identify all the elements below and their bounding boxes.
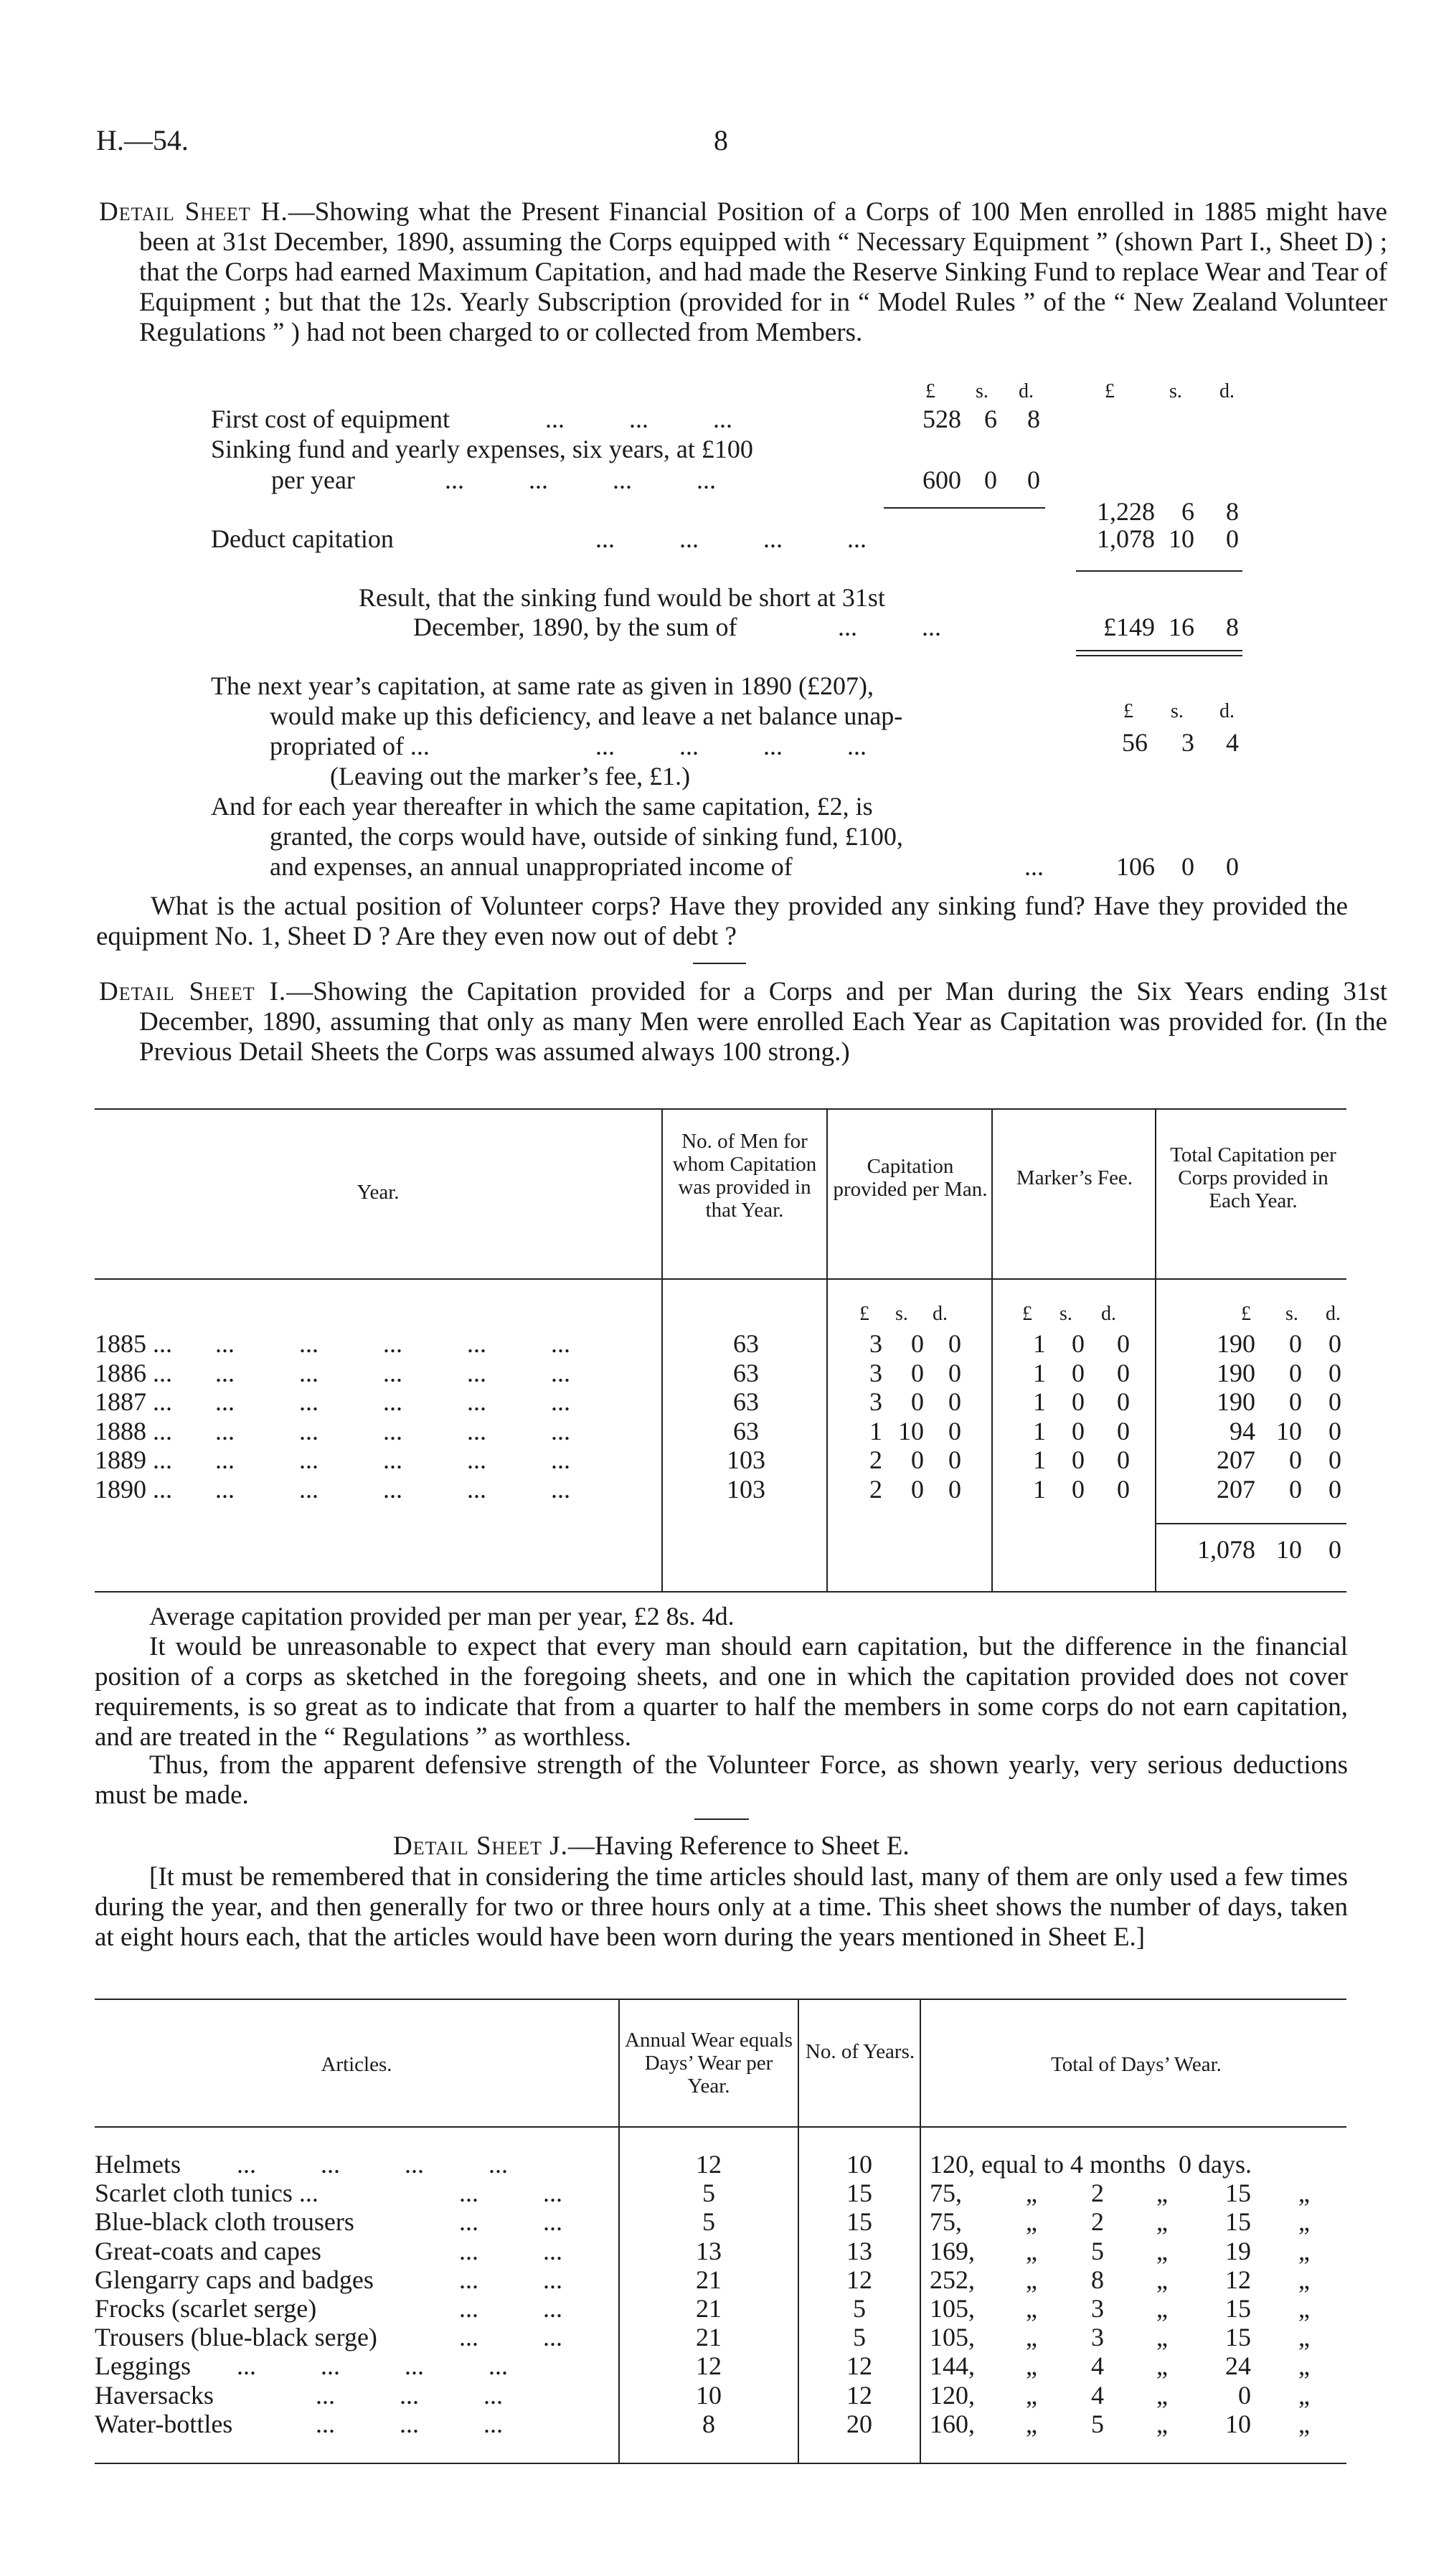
leader-dots: ... ...: [459, 2237, 562, 2265]
table-i-divider-1: [661, 1108, 663, 1591]
article-name: Glengarry caps and badges: [95, 2265, 374, 2294]
row-tot-d: 0: [1328, 1417, 1341, 1445]
row-cap-l: 3: [869, 1387, 882, 1416]
days-remainder: 19: [1225, 2237, 1251, 2265]
next-line4: (Leaving out the marker’s fee, £1.): [330, 762, 691, 791]
row-mk-s: 0: [1072, 1329, 1085, 1358]
ditto-mark: „: [1298, 2179, 1310, 2207]
total-days-first: 120, equal to 4 months 0 days.: [930, 2150, 1252, 2179]
total-days: 169,: [930, 2237, 975, 2265]
sinking-shillings: 0: [984, 466, 997, 494]
sheet-i-text: —Showing the Capitation provided for a Corps and per Man during the Six Years ending 31st December, 1890, assuming that only as many Men were enrolled Each Year as Capitation was provided for. (In the Previous Detail Sheets the Corps was assumed always 100 strong.): [139, 977, 1387, 1067]
sinking-line2: per year: [271, 466, 355, 494]
row-year: 1889 ...: [95, 1445, 172, 1474]
article-name: Frocks (scarlet serge): [95, 2294, 317, 2323]
ditto-mark: „: [1298, 2265, 1310, 2294]
table-j-divider-2: [798, 1999, 799, 2463]
row-year: 1886 ...: [95, 1359, 172, 1387]
annual-wear: 13: [696, 2237, 722, 2265]
row-tot-s: 0: [1289, 1329, 1302, 1358]
table-j-divider-1: [618, 1999, 620, 2463]
sheet-j-intro: [It must be remembered that in considering the time articles should last, many of them are only used a few times during the year, and then generally for two or three hours only at a time. This sheet shows the number of days, taken at eight hours each, that the articles would have been worn during the years mentioned in Sheet E.]: [95, 1862, 1348, 1952]
months: 3: [1091, 2323, 1104, 2351]
table-j-bottom-rule: [95, 2463, 1346, 2464]
sheet-i-intro: [99, 977, 1387, 1067]
row-year: 1890 ...: [95, 1475, 172, 1504]
row-cap-s: 0: [911, 1475, 924, 1504]
leader-dots: ... ... ... ... ...: [215, 1417, 570, 1445]
row-cap-d: 0: [948, 1329, 961, 1358]
row-tot-d: 0: [1328, 1475, 1341, 1504]
row-mk-l: 1: [1033, 1445, 1046, 1474]
article-name: Haversacks: [95, 2381, 214, 2410]
h-head-pound-1: £: [925, 380, 935, 402]
no-of-years: 15: [846, 2179, 872, 2207]
row-mk-s: 0: [1072, 1445, 1085, 1474]
each-pounds: 106: [1116, 852, 1155, 881]
col-total-header: Total Capitation per Corps provided in Each Year.: [1170, 1143, 1336, 1212]
ditto-mark: „: [1298, 2410, 1310, 2438]
days-remainder: 15: [1225, 2207, 1251, 2236]
row-tot-s: 0: [1289, 1445, 1302, 1474]
total-days: 75,: [930, 2207, 962, 2236]
months: 4: [1091, 2351, 1104, 2380]
article-name: Water-bottles: [95, 2410, 233, 2438]
row-men: 63: [733, 1359, 759, 1387]
cap-head-pound: £: [859, 1303, 869, 1325]
leader-dots: ... ...: [459, 2207, 562, 2236]
mk-head-pound: £: [1022, 1303, 1032, 1325]
next-line3: propriated of ...: [270, 732, 430, 760]
ditto-mark: „: [1298, 2381, 1310, 2410]
ditto-mark: „: [1026, 2207, 1037, 2236]
deduct-shillings: 10: [1169, 524, 1194, 553]
row-year: 1888 ...: [95, 1417, 172, 1445]
ditto-mark: „: [1298, 2351, 1310, 2380]
col-capitation-header: Capitation provided per Man.: [833, 1155, 988, 1201]
row-mk-l: 1: [1033, 1417, 1046, 1445]
months: 3: [1091, 2294, 1104, 2323]
row-cap-l: 3: [869, 1359, 882, 1387]
sinking-pounds: 600: [922, 466, 961, 494]
section-divider-1: [693, 963, 746, 964]
row-tot-l: 190: [1217, 1329, 1255, 1358]
row-cap-s: 0: [911, 1445, 924, 1474]
row-tot-s: 0: [1289, 1359, 1302, 1387]
mk-head-s: s.: [1059, 1303, 1072, 1325]
ditto-mark: „: [1298, 2323, 1310, 2351]
col-year-header: Year.: [357, 1181, 400, 1204]
annual-wear: 10: [696, 2381, 722, 2410]
row-tot-d: 0: [1328, 1445, 1341, 1474]
deduct-dots: ... ... ... ...: [595, 524, 867, 553]
annual-wear: 5: [702, 2179, 715, 2207]
next-head-s: s.: [1171, 700, 1184, 722]
row-men: 63: [733, 1329, 759, 1358]
sinking-dots: ... ... ... ...: [445, 466, 716, 494]
row-tot-s: 0: [1289, 1387, 1302, 1416]
h-head-s-2: s.: [1169, 380, 1182, 402]
total-days: 144,: [930, 2351, 975, 2380]
next-shillings: 3: [1181, 728, 1194, 757]
leader-dots: ... ... ... ... ...: [215, 1359, 570, 1387]
table-i-divider-4: [1155, 1108, 1156, 1591]
each-pence: 0: [1226, 852, 1239, 881]
article-name: Blue-black cloth trousers: [95, 2207, 354, 2236]
subtotal-shillings: 6: [1181, 497, 1194, 526]
row-mk-d: 0: [1117, 1475, 1130, 1504]
total-days: 105,: [930, 2294, 975, 2323]
row-cap-l: 3: [869, 1329, 882, 1358]
row-cap-s: 0: [911, 1359, 924, 1387]
h-head-d-2: d.: [1219, 380, 1235, 402]
days-remainder: 15: [1225, 2179, 1251, 2207]
row-mk-l: 1: [1033, 1359, 1046, 1387]
first-cost-label: First cost of equipment: [211, 405, 450, 433]
first-cost-shillings: 6: [984, 405, 997, 433]
row-cap-d: 0: [948, 1387, 961, 1416]
row-mk-l: 1: [1033, 1329, 1046, 1358]
days-remainder: 12: [1225, 2265, 1251, 2294]
deduct-label: Deduct capitation: [211, 524, 394, 553]
h-head-s-1: s.: [976, 380, 988, 402]
leader-dots: ... ...: [459, 2265, 562, 2294]
cap-head-s: s.: [895, 1303, 908, 1325]
sinking-pence: 0: [1027, 466, 1040, 494]
result-dots: ... ...: [838, 613, 941, 641]
table-j-top-rule: [95, 1999, 1346, 2000]
deduct-rule: [1076, 570, 1242, 572]
row-year: 1885 ...: [95, 1329, 172, 1358]
no-of-years: 10: [846, 2150, 872, 2179]
table-i-total-pence: 0: [1328, 1535, 1341, 1564]
ditto-mark: „: [1026, 2237, 1037, 2265]
row-mk-s: 0: [1072, 1359, 1085, 1387]
row-tot-l: 207: [1217, 1475, 1255, 1504]
row-cap-l: 2: [869, 1445, 882, 1474]
annual-wear: 5: [702, 2207, 715, 2236]
table-i-total-rule: [1156, 1523, 1346, 1524]
leader-dots: ... ... ... ... ...: [215, 1329, 570, 1358]
days-remainder: 24: [1225, 2351, 1251, 2380]
row-tot-d: 0: [1328, 1329, 1341, 1358]
row-mk-l: 1: [1033, 1475, 1046, 1504]
sheet-h-intro: [99, 197, 1387, 348]
next-pence: 4: [1226, 728, 1239, 757]
months: 4: [1091, 2381, 1104, 2410]
leader-dots: ... ... ...: [316, 2410, 503, 2438]
no-of-years: 5: [853, 2294, 866, 2323]
row-mk-d: 0: [1117, 1329, 1130, 1358]
page-ref: H.—54.: [96, 124, 189, 156]
row-mk-s: 0: [1072, 1417, 1085, 1445]
row-cap-s: 0: [911, 1329, 924, 1358]
each-line2: granted, the corps would have, outside of sinking fund, £100,: [270, 822, 903, 851]
table-i-head-rule: [95, 1278, 1346, 1280]
ditto-mark: „: [1156, 2207, 1168, 2236]
ditto-mark: „: [1026, 2351, 1037, 2380]
ditto-mark: „: [1156, 2179, 1168, 2207]
row-tot-l: 190: [1217, 1387, 1255, 1416]
row-cap-s: 0: [911, 1387, 924, 1416]
table-i-total-pounds: 1,078: [1197, 1535, 1255, 1564]
average-capitation: Average capitation provided per man per year, £2 8s. 4d.: [149, 1602, 735, 1631]
leader-dots: ... ...: [459, 2179, 562, 2207]
result-rule-1: [1076, 650, 1242, 651]
sheet-j-title-rest: —Having Reference to Sheet E.: [567, 1831, 910, 1861]
article-name: Trousers (blue-black serge): [95, 2323, 377, 2351]
each-shillings: 0: [1181, 852, 1194, 881]
col-years-header: No. of Years.: [805, 2040, 915, 2063]
row-cap-l: 2: [869, 1475, 882, 1504]
each-line1: And for each year thereafter in which the same capitation, £2, is: [211, 792, 873, 821]
row-cap-d: 0: [948, 1445, 961, 1474]
subtotal-pence: 8: [1226, 497, 1239, 526]
ditto-mark: „: [1156, 2351, 1168, 2380]
ditto-mark: „: [1026, 2381, 1037, 2410]
sheet-i-para2: Thus, from the apparent defensive strength of the Volunteer Force, as shown yearly, very serious deductions must be made.: [95, 1750, 1348, 1810]
annual-wear: 21: [696, 2323, 722, 2351]
leader-dots: ... ... ... ... ...: [215, 1475, 570, 1504]
result-rule-2: [1076, 655, 1242, 656]
deduct-pounds: 1,078: [1097, 524, 1155, 553]
row-cap-d: 0: [948, 1359, 961, 1387]
page-number: 8: [714, 124, 728, 156]
total-days: 120,: [930, 2381, 975, 2410]
row-cap-d: 0: [948, 1475, 961, 1504]
sheet-j-label: Detail Sheet J.: [393, 1831, 568, 1861]
total-days: 75,: [930, 2179, 962, 2207]
article-name: Helmets: [95, 2150, 181, 2179]
no-of-years: 12: [846, 2381, 872, 2410]
article-name: Great-coats and capes: [95, 2237, 321, 2265]
no-of-years: 12: [846, 2265, 872, 2294]
subtotal-pounds: 1,228: [1097, 497, 1155, 526]
sheet-h-text: —Showing what the Present Financial Position of a Corps of 100 Men enrolled in 1885 might have been at 31st December, 1890, assuming the Corps equipped with “ Necessary Equipment ” (shown Part I., Sheet D) ; that the Corps had earned Maximum Capitation, and had made the Reserve Sinking Fund to replace Wear and Tear of Equipment ; but that the 12s. Yearly Subscription (provided for in “ Model Rules ” of the “ New Zealand Volunteer Regulations ” ) had not been charged to or collected from Members.: [139, 197, 1387, 347]
row-men: 63: [733, 1417, 759, 1445]
row-year: 1887 ...: [95, 1387, 172, 1416]
leader-dots: ... ... ... ... ...: [215, 1445, 570, 1474]
table-i-total-shillings: 10: [1276, 1535, 1302, 1564]
article-name: Scarlet cloth tunics ...: [95, 2179, 318, 2207]
table-j-divider-3: [920, 1999, 921, 2463]
row-tot-s: 0: [1289, 1475, 1302, 1504]
sinking-line1: Sinking fund and yearly expenses, six years, at £100: [211, 435, 753, 463]
months: 2: [1091, 2179, 1104, 2207]
months: 2: [1091, 2207, 1104, 2236]
row-men: 63: [733, 1387, 759, 1416]
row-tot-l: 207: [1217, 1445, 1255, 1474]
ditto-mark: „: [1156, 2294, 1168, 2323]
annual-wear: 12: [696, 2150, 722, 2179]
ditto-mark: „: [1026, 2179, 1037, 2207]
leader-dots: ... ... ... ...: [237, 2351, 508, 2380]
table-i-divider-3: [991, 1108, 993, 1591]
table-j-head-rule: [95, 2126, 1346, 2128]
row-tot-d: 0: [1328, 1387, 1341, 1416]
row-mk-l: 1: [1033, 1387, 1046, 1416]
ditto-mark: „: [1298, 2237, 1310, 2265]
col-articles-header: Articles.: [321, 2053, 392, 2076]
row-men: 103: [727, 1475, 765, 1504]
sheet-h-question: What is the actual position of Volunteer corps? Have they provided any sinking fund? Have they provided the equipment No. 1, Sheet D ? Are they even now out of debt ?: [96, 892, 1348, 951]
total-days: 160,: [930, 2410, 975, 2438]
first-cost-pence: 8: [1027, 405, 1040, 433]
row-mk-d: 0: [1117, 1387, 1130, 1416]
annual-wear: 21: [696, 2294, 722, 2323]
ditto-mark: „: [1298, 2207, 1310, 2236]
row-cap-s: 10: [898, 1417, 924, 1445]
col-marker-header: Marker’s Fee.: [1016, 1166, 1133, 1189]
ditto-mark: „: [1298, 2294, 1310, 2323]
days-remainder: 0: [1238, 2381, 1251, 2410]
row-tot-l: 94: [1229, 1417, 1255, 1445]
tot-head-pound: £: [1241, 1303, 1251, 1325]
no-of-years: 20: [846, 2410, 872, 2438]
section-divider-2: [694, 1818, 749, 1820]
result-pounds: £149: [1103, 613, 1155, 641]
total-days: 252,: [930, 2265, 975, 2294]
col-total-days-header: Total of Days’ Wear.: [1051, 2053, 1222, 2076]
cap-head-d: d.: [933, 1303, 948, 1325]
result-shillings: 16: [1169, 613, 1194, 641]
next-line2: would make up this deficiency, and leave a net balance unap-: [270, 702, 903, 730]
row-tot-l: 190: [1217, 1359, 1255, 1387]
ditto-mark: „: [1026, 2265, 1037, 2294]
ditto-mark: „: [1156, 2381, 1168, 2410]
leader-dots: ... ...: [459, 2294, 562, 2323]
sheet-i-para1: It would be unreasonable to expect that every man should earn capitation, but the difference in the financial position of a corps as sketched in the foregoing sheets, and one in which the capitation provided does not cover requirements, is so great as to indicate that from a quarter to half the members in some corps do not earn capitation, and are treated in the “ Regulations ” as worthless.: [95, 1632, 1348, 1752]
ditto-mark: „: [1026, 2323, 1037, 2351]
deduct-pence: 0: [1226, 524, 1239, 553]
first-cost-dots: ... ... ...: [545, 405, 732, 433]
subtotal-rule: [884, 507, 1045, 509]
days-remainder: 15: [1225, 2294, 1251, 2323]
ditto-mark: „: [1156, 2410, 1168, 2438]
row-mk-d: 0: [1117, 1359, 1130, 1387]
no-of-years: 12: [846, 2351, 872, 2380]
table-i-top-rule: [95, 1108, 1346, 1110]
mk-head-d: d.: [1101, 1303, 1116, 1325]
result-line1: Result, that the sinking fund would be short at 31st: [359, 583, 885, 612]
annual-wear: 8: [702, 2410, 715, 2438]
next-dots: ... ... ... ...: [595, 732, 867, 760]
first-cost-pounds: 528: [922, 405, 961, 433]
col-annual-header: Annual Wear equals Days’ Wear per Year.: [625, 2029, 793, 2098]
ditto-mark: „: [1026, 2294, 1037, 2323]
ditto-mark: „: [1026, 2410, 1037, 2438]
row-tot-d: 0: [1328, 1359, 1341, 1387]
tot-head-d: d.: [1326, 1303, 1341, 1325]
leader-dots: ... ... ... ...: [237, 2150, 508, 2179]
ditto-mark: „: [1156, 2265, 1168, 2294]
months: 5: [1091, 2410, 1104, 2438]
days-remainder: 10: [1225, 2410, 1251, 2438]
no-of-years: 15: [846, 2207, 872, 2236]
row-mk-d: 0: [1117, 1417, 1130, 1445]
total-days: 105,: [930, 2323, 975, 2351]
no-of-years: 5: [853, 2323, 866, 2351]
sheet-j-title: [393, 1831, 910, 1862]
result-line2: December, 1890, by the sum of: [413, 613, 737, 641]
next-line1: The next year’s capitation, at same rate as given in 1890 (£207),: [211, 671, 874, 700]
table-i-bottom-rule: [95, 1591, 1346, 1593]
each-dots: ...: [1024, 852, 1044, 881]
row-mk-s: 0: [1072, 1387, 1085, 1416]
ditto-mark: „: [1156, 2323, 1168, 2351]
ditto-mark: „: [1156, 2237, 1168, 2265]
row-men: 103: [727, 1445, 765, 1474]
days-remainder: 15: [1225, 2323, 1251, 2351]
leader-dots: ... ... ...: [316, 2381, 503, 2410]
row-mk-d: 0: [1117, 1445, 1130, 1474]
tot-head-s: s.: [1285, 1303, 1298, 1325]
sheet-i-label: Detail Sheet I.: [99, 977, 287, 1006]
h-head-pound-2: £: [1105, 380, 1115, 402]
leader-dots: ... ... ... ... ...: [215, 1387, 570, 1416]
no-of-years: 13: [846, 2237, 872, 2265]
table-i-divider-2: [826, 1108, 828, 1591]
row-cap-d: 0: [948, 1417, 961, 1445]
row-tot-s: 10: [1276, 1417, 1302, 1445]
article-name: Leggings: [95, 2351, 191, 2380]
each-line3: and expenses, an annual unappropriated income of: [270, 852, 793, 881]
months: 5: [1091, 2237, 1104, 2265]
next-head-d: d.: [1219, 700, 1235, 722]
result-pence: 8: [1226, 613, 1239, 641]
row-cap-l: 1: [869, 1417, 882, 1445]
annual-wear: 12: [696, 2351, 722, 2380]
next-pounds: 56: [1122, 728, 1148, 757]
next-head-pound: £: [1123, 700, 1133, 722]
months: 8: [1091, 2265, 1104, 2294]
col-men-header: No. of Men for whom Capitation was provided in that Year.: [672, 1130, 817, 1222]
leader-dots: ... ...: [459, 2323, 562, 2351]
h-head-d-1: d.: [1019, 380, 1034, 402]
row-mk-s: 0: [1072, 1475, 1085, 1504]
annual-wear: 21: [696, 2265, 722, 2294]
sheet-h-label: Detail Sheet H.: [99, 197, 288, 227]
